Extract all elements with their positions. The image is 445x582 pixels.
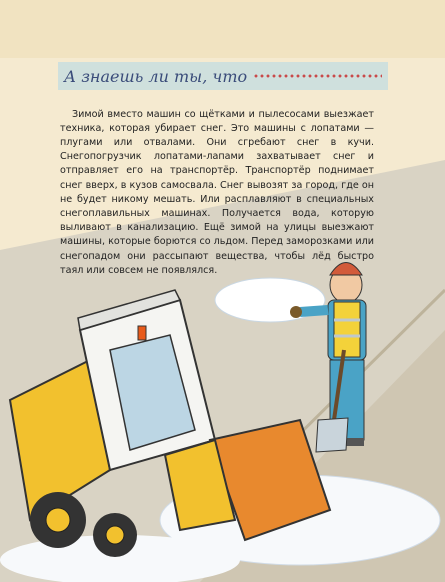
section-title: А знаешь ли ты, что bbox=[64, 66, 248, 86]
section-title-bar bbox=[58, 62, 388, 90]
info-paragraph: Зимой вместо машин со щётками и пылесосами выезжает техника, которая убирает снег. Это машины с лопатами — плугами или отвалами. Они сгребают снег в кучи. Снегопогрузчик лопатами-лапами захватывает снег и отправляет его на транспортёр. Транспортёр поднимает снег вверх, в кузов самосвала. Снег вывозят за город, где он не будет никому мешать. Или расплавляют в специальных снегоплавильных машинах. Получается вода, которую выливают в канализацию. Ещё зимой на улицы выезжают машины, которые борются со льдом. Перед заморозками или снегопадом они рассыпают вещества, чтобы лёд быстро таял или совсем не появлялся. bbox=[60, 108, 375, 276]
decorative-dots bbox=[253, 73, 382, 79]
